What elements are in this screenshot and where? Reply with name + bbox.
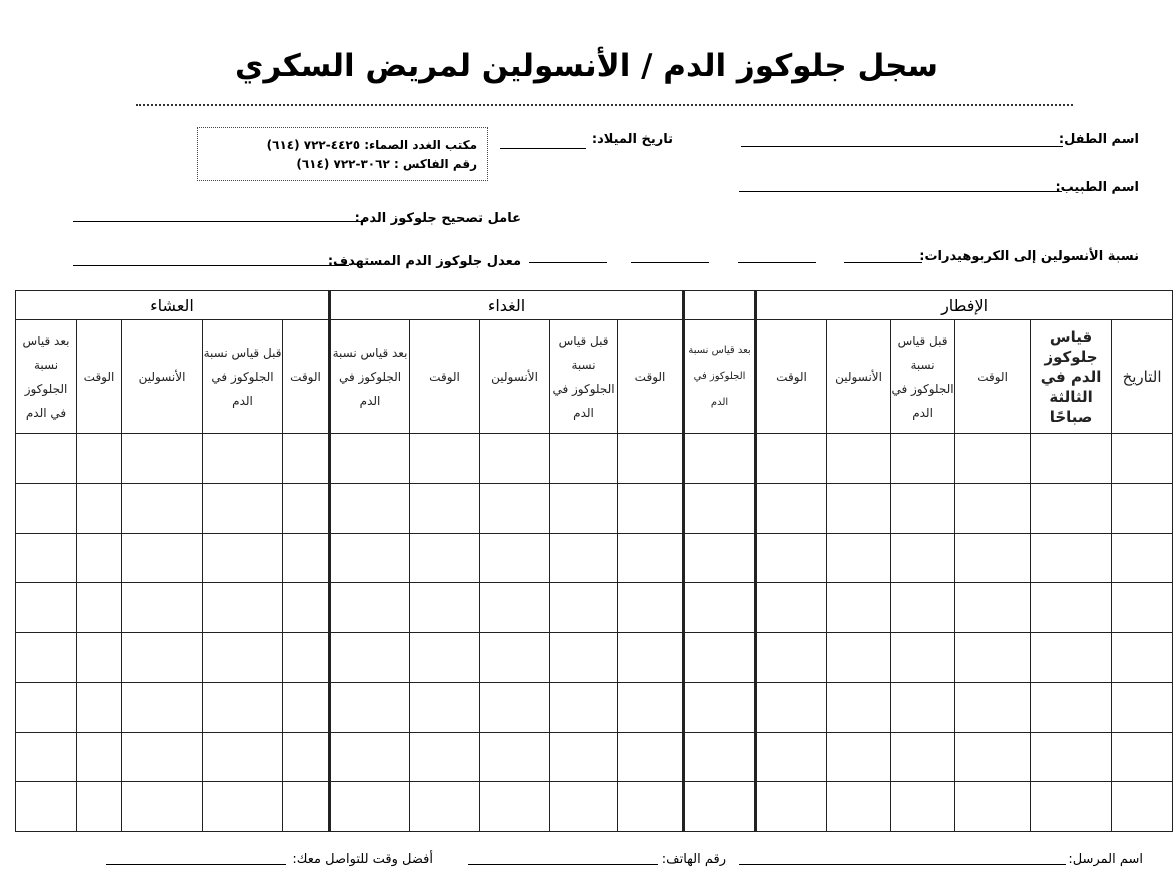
log-cell[interactable] (77, 533, 122, 583)
log-cell[interactable] (891, 732, 955, 782)
log-cell[interactable] (16, 682, 77, 732)
phone-field[interactable] (468, 864, 658, 865)
blank-group-header (684, 291, 756, 320)
ratio-field-2[interactable] (738, 262, 816, 263)
dinner-after-glucose-header: بعد قياس نسبة الجلوكوز في الدم (16, 320, 77, 434)
log-cell[interactable] (684, 782, 756, 832)
log-cell[interactable] (1031, 732, 1112, 782)
log-cell[interactable] (410, 633, 480, 683)
log-cell[interactable] (684, 533, 756, 583)
table-row (16, 533, 1173, 583)
log-cell[interactable] (1112, 533, 1173, 583)
table-row (16, 483, 1173, 533)
table-row (16, 633, 1173, 683)
log-cell[interactable] (1031, 782, 1112, 832)
log-cell[interactable] (827, 633, 891, 683)
log-table-body (16, 434, 1173, 832)
log-cell[interactable] (1031, 533, 1112, 583)
log-cell[interactable] (77, 732, 122, 782)
glucose-log-table (15, 290, 1173, 832)
breakfast-time2-header: الوقت (756, 320, 827, 434)
log-cell[interactable] (16, 732, 77, 782)
log-cell[interactable] (1112, 682, 1173, 732)
log-cell[interactable] (122, 434, 203, 484)
log-cell[interactable] (283, 483, 330, 533)
log-cell[interactable] (16, 782, 77, 832)
log-cell[interactable] (955, 483, 1031, 533)
log-cell[interactable] (618, 434, 684, 484)
log-cell[interactable] (480, 633, 550, 683)
log-cell[interactable] (122, 533, 203, 583)
log-cell[interactable] (955, 434, 1031, 484)
log-cell[interactable] (1112, 633, 1173, 683)
log-cell[interactable] (756, 434, 827, 484)
log-cell[interactable] (756, 682, 827, 732)
log-cell[interactable] (684, 483, 756, 533)
log-cell[interactable] (1112, 434, 1173, 484)
log-cell[interactable] (827, 434, 891, 484)
breakfast-after-glucose-header: بعد قياس نسبة الجلوكوز في الدم (684, 320, 756, 434)
log-cell[interactable] (618, 782, 684, 832)
log-cell[interactable] (756, 483, 827, 533)
log-cell[interactable] (283, 732, 330, 782)
log-cell[interactable] (1031, 483, 1112, 533)
log-cell[interactable] (203, 682, 283, 732)
title-divider (136, 104, 1073, 106)
log-cell[interactable] (410, 434, 480, 484)
log-cell[interactable] (410, 682, 480, 732)
log-cell[interactable] (684, 434, 756, 484)
phone-label: رقم الهاتف: (661, 852, 726, 867)
log-cell[interactable] (684, 732, 756, 782)
log-cell[interactable] (330, 533, 410, 583)
log-cell[interactable] (330, 732, 410, 782)
child-name-label: اسم الطفل: (1058, 132, 1139, 147)
endocrine-contact-box (197, 127, 488, 181)
log-cell[interactable] (480, 434, 550, 484)
log-cell[interactable] (618, 583, 684, 633)
log-cell[interactable] (203, 533, 283, 583)
log-cell[interactable] (1112, 583, 1173, 633)
log-cell[interactable] (618, 633, 684, 683)
child-name-field[interactable] (741, 146, 1063, 147)
log-cell[interactable] (756, 533, 827, 583)
log-cell[interactable] (283, 782, 330, 832)
log-cell[interactable] (122, 483, 203, 533)
doctor-name-field[interactable] (739, 191, 1062, 192)
dinner-time2-header: الوقت (77, 320, 122, 434)
log-cell[interactable] (1031, 434, 1112, 484)
log-cell[interactable] (410, 583, 480, 633)
log-cell[interactable] (550, 633, 618, 683)
page-title: سجل جلوكوز الدم / الأنسولين لمريض السكري (235, 48, 938, 84)
log-cell[interactable] (122, 782, 203, 832)
log-cell[interactable] (756, 583, 827, 633)
log-cell[interactable] (410, 483, 480, 533)
log-cell[interactable] (827, 732, 891, 782)
log-cell[interactable] (1112, 782, 1173, 832)
log-cell[interactable] (283, 434, 330, 484)
log-cell[interactable] (1031, 682, 1112, 732)
log-cell[interactable] (891, 633, 955, 683)
correction-factor-field[interactable] (73, 221, 366, 222)
log-cell[interactable] (122, 633, 203, 683)
log-cell[interactable] (203, 782, 283, 832)
log-cell[interactable] (550, 682, 618, 732)
glucose-3am-column-header: قياس جلوكوز الدم في الثالثة صباحًا (1031, 320, 1112, 434)
log-cell[interactable] (203, 483, 283, 533)
log-cell[interactable] (410, 533, 480, 583)
log-cell[interactable] (77, 583, 122, 633)
log-cell[interactable] (77, 633, 122, 683)
log-cell[interactable] (891, 533, 955, 583)
lunch-group-header: الغداء (330, 291, 684, 320)
best-time-label: أفضل وقت للتواصل معك: (292, 852, 433, 867)
log-cell[interactable] (283, 533, 330, 583)
log-cell[interactable] (891, 782, 955, 832)
breakfast-time-header: الوقت (955, 320, 1031, 434)
log-cell[interactable] (330, 583, 410, 633)
log-cell[interactable] (480, 583, 550, 633)
log-cell[interactable] (203, 732, 283, 782)
log-cell[interactable] (756, 732, 827, 782)
target-glucose-field[interactable] (73, 265, 349, 266)
log-cell[interactable] (827, 583, 891, 633)
table-row (16, 583, 1173, 633)
log-cell[interactable] (550, 782, 618, 832)
log-cell[interactable] (16, 434, 77, 484)
log-cell[interactable] (955, 682, 1031, 732)
log-cell[interactable] (550, 483, 618, 533)
target-glucose-label: معدل جلوكوز الدم المستهدف: (327, 254, 521, 269)
log-cell[interactable] (684, 682, 756, 732)
log-cell[interactable] (203, 434, 283, 484)
log-cell[interactable] (16, 633, 77, 683)
log-cell[interactable] (955, 732, 1031, 782)
log-cell[interactable] (891, 434, 955, 484)
log-cell[interactable] (330, 633, 410, 683)
table-row (16, 732, 1173, 782)
log-cell[interactable] (122, 732, 203, 782)
date-column-header: التاريخ (1112, 320, 1173, 434)
ratio-field-4[interactable] (529, 262, 607, 263)
correction-factor-label: عامل تصحيح جلوكوز الدم: (354, 211, 521, 226)
dinner-group-header: العشاء (16, 291, 330, 320)
log-cell[interactable] (955, 633, 1031, 683)
log-cell[interactable] (550, 583, 618, 633)
lunch-time-header: الوقت (618, 320, 684, 434)
log-cell[interactable] (756, 633, 827, 683)
log-cell[interactable] (827, 483, 891, 533)
ratio-field-1[interactable] (844, 262, 922, 263)
log-cell[interactable] (283, 583, 330, 633)
log-cell[interactable] (891, 483, 955, 533)
birth-date-label: تاريخ الميلاد: (591, 132, 673, 147)
log-cell[interactable] (827, 533, 891, 583)
log-cell[interactable] (330, 782, 410, 832)
lunch-time2-header: الوقت (410, 320, 480, 434)
log-cell[interactable] (283, 633, 330, 683)
log-cell[interactable] (480, 533, 550, 583)
log-cell[interactable] (827, 782, 891, 832)
log-cell[interactable] (1112, 483, 1173, 533)
table-row (16, 782, 1173, 832)
log-cell[interactable] (827, 682, 891, 732)
log-cell[interactable] (77, 434, 122, 484)
ratio-field-3[interactable] (631, 262, 709, 263)
table-row (16, 434, 1173, 484)
log-cell[interactable] (1031, 583, 1112, 633)
log-cell[interactable] (618, 483, 684, 533)
insulin-carb-ratio-label: نسبة الأنسولين إلى الكربوهيدرات: (919, 249, 1139, 264)
log-cell[interactable] (16, 583, 77, 633)
log-cell[interactable] (618, 682, 684, 732)
log-cell[interactable] (330, 483, 410, 533)
fax-text: رقم الفاكس : ٣٠٦٢-٧٢٢ (٦١٤) (296, 157, 477, 171)
log-cell[interactable] (283, 682, 330, 732)
log-cell[interactable] (16, 483, 77, 533)
log-cell[interactable] (1112, 732, 1173, 782)
log-cell[interactable] (480, 483, 550, 533)
log-cell[interactable] (684, 583, 756, 633)
log-cell[interactable] (480, 682, 550, 732)
log-cell[interactable] (77, 682, 122, 732)
log-cell[interactable] (891, 583, 955, 633)
log-cell[interactable] (410, 782, 480, 832)
log-cell[interactable] (955, 782, 1031, 832)
log-cell[interactable] (480, 782, 550, 832)
log-cell[interactable] (550, 533, 618, 583)
dinner-before-glucose-header: قبل قياس نسبة الجلوكوز في الدم (203, 320, 283, 434)
sender-name-field[interactable] (739, 864, 1066, 865)
sender-name-label: اسم المرسل: (1068, 852, 1143, 867)
log-cell[interactable] (122, 583, 203, 633)
log-cell[interactable] (410, 732, 480, 782)
log-cell[interactable] (550, 434, 618, 484)
log-cell[interactable] (756, 782, 827, 832)
log-cell[interactable] (955, 533, 1031, 583)
log-cell[interactable] (891, 682, 955, 732)
log-cell[interactable] (955, 583, 1031, 633)
best-time-field[interactable] (106, 864, 286, 865)
lunch-before-glucose-header: قبل قياس نسبة الجلوكوز في الدم (550, 320, 618, 434)
dinner-insulin-header: الأنسولين (122, 320, 203, 434)
birth-date-field[interactable] (500, 148, 586, 149)
breakfast-group-header: الإفطار (756, 291, 1173, 320)
table-row (16, 682, 1173, 732)
log-cell[interactable] (480, 732, 550, 782)
log-cell[interactable] (330, 434, 410, 484)
log-cell[interactable] (1031, 633, 1112, 683)
log-cell[interactable] (618, 732, 684, 782)
log-cell[interactable] (203, 633, 283, 683)
log-cell[interactable] (16, 533, 77, 583)
log-cell[interactable] (203, 583, 283, 633)
log-cell[interactable] (77, 782, 122, 832)
log-cell[interactable] (330, 682, 410, 732)
breakfast-insulin-header: الأنسولين (827, 320, 891, 434)
dinner-time-header: الوقت (283, 320, 330, 434)
lunch-after-glucose-header: بعد قياس نسبة الجلوكوز في الدم (330, 320, 410, 434)
log-cell[interactable] (684, 633, 756, 683)
log-cell[interactable] (618, 533, 684, 583)
doctor-name-label: اسم الطبيب: (1055, 180, 1139, 195)
breakfast-before-glucose-header: قبل قياس نسبة الجلوكوز في الدم (891, 320, 955, 434)
log-cell[interactable] (550, 732, 618, 782)
lunch-insulin-header: الأنسولين (480, 320, 550, 434)
office-phone-text: مكتب الغدد الصماء: ٤٤٢٥-٧٢٢ (٦١٤) (266, 138, 477, 152)
log-cell[interactable] (77, 483, 122, 533)
log-cell[interactable] (122, 682, 203, 732)
